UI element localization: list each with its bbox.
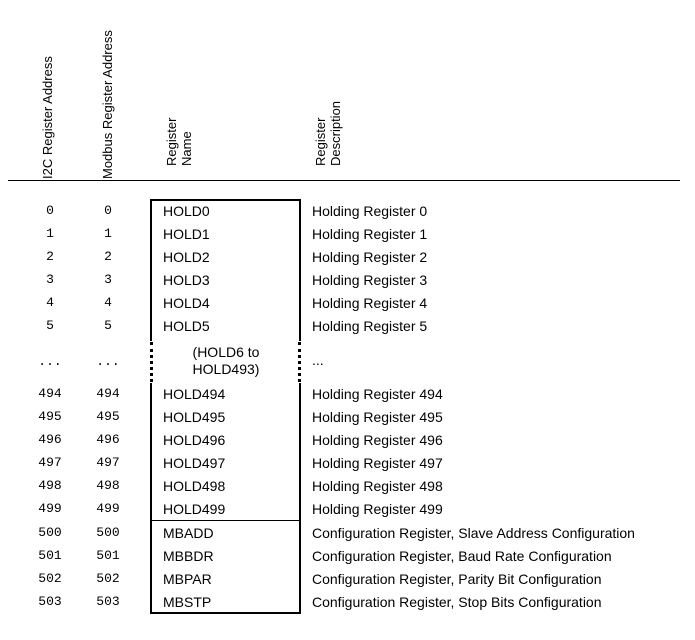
register-name: HOLD495 <box>163 409 226 425</box>
register-description: Holding Register 4 <box>312 295 428 311</box>
modbus-address: 501 <box>96 548 120 563</box>
header-register-description <box>313 101 343 166</box>
header-register-description-line1: Register <box>313 117 328 166</box>
i2c-address: 494 <box>38 386 62 401</box>
i2c-address: 5 <box>46 318 54 333</box>
register-name: HOLD5 <box>163 318 210 334</box>
register-description: Holding Register 0 <box>312 203 428 219</box>
modbus-address: 1 <box>104 226 112 241</box>
i2c-address: 500 <box>38 525 62 540</box>
header-divider <box>8 180 680 181</box>
i2c-address: 503 <box>38 594 62 609</box>
modbus-address: 2 <box>104 249 112 264</box>
register-description: Holding Register 5 <box>312 318 428 334</box>
modbus-address: 503 <box>96 594 120 609</box>
register-name: HOLD499 <box>163 501 226 517</box>
modbus-address: 3 <box>104 272 112 287</box>
register-box-right-upper <box>299 199 301 341</box>
modbus-address: 497 <box>96 455 120 470</box>
i2c-address: 498 <box>38 478 62 493</box>
register-name: HOLD3 <box>163 272 210 288</box>
register-name: HOLD1 <box>163 226 210 242</box>
i2c-address: 502 <box>38 571 62 586</box>
register-description: Holding Register 1 <box>312 226 428 242</box>
register-range-line1: (HOLD6 to <box>192 344 260 360</box>
modbus-address: 502 <box>96 571 120 586</box>
i2c-address: 496 <box>38 432 62 447</box>
register-box-bottom <box>150 612 301 614</box>
header-register-description-line2: Description <box>328 100 343 166</box>
register-range-line2: HOLD493) <box>192 361 260 377</box>
i2c-address: 1 <box>46 226 54 241</box>
modbus-address: 495 <box>96 409 120 424</box>
register-name: HOLD2 <box>163 249 210 265</box>
register-box-right-lower <box>299 383 301 614</box>
register-name: HOLD497 <box>163 455 226 471</box>
modbus-address: 4 <box>104 295 112 310</box>
modbus-address: 500 <box>96 525 120 540</box>
header-modbus-address-text: Modbus Register Address <box>100 30 115 179</box>
header-i2c-address <box>40 56 55 179</box>
modbus-address: 5 <box>104 318 112 333</box>
header-register-name <box>164 118 194 166</box>
i2c-address: 499 <box>38 501 62 516</box>
register-name: MBBDR <box>163 548 214 564</box>
register-description: Holding Register 494 <box>312 386 443 402</box>
modbus-address-ellipsis: ... <box>96 354 120 369</box>
i2c-address: 2 <box>46 249 54 264</box>
header-register-name-line1: Register <box>164 117 179 166</box>
register-description: Configuration Register, Baud Rate Configuration <box>312 548 612 564</box>
register-description: Holding Register 498 <box>312 478 443 494</box>
register-name: HOLD494 <box>163 386 226 402</box>
register-description: Configuration Register, Slave Address Configuration <box>312 525 635 541</box>
register-box-left-lower <box>150 383 152 614</box>
header-modbus-address <box>100 30 115 179</box>
i2c-address: 501 <box>38 548 62 563</box>
register-box-top <box>150 199 301 201</box>
header-i2c-address-text: I2C Register Address <box>40 56 55 179</box>
register-name: MBSTP <box>163 594 212 610</box>
register-name: HOLD4 <box>163 295 210 311</box>
register-name: HOLD0 <box>163 203 210 219</box>
register-name: HOLD498 <box>163 478 226 494</box>
register-description: Holding Register 496 <box>312 432 443 448</box>
i2c-address: 3 <box>46 272 54 287</box>
modbus-address: 494 <box>96 386 120 401</box>
header-register-name-line2: Name <box>179 131 194 166</box>
register-name: MBADD <box>163 525 214 541</box>
register-description: Configuration Register, Stop Bits Configuration <box>312 594 602 610</box>
register-description-ellipsis: ... <box>312 352 324 368</box>
register-description: Holding Register 495 <box>312 409 443 425</box>
register-description: Holding Register 3 <box>312 272 428 288</box>
i2c-address-ellipsis: ... <box>38 354 62 369</box>
register-name: HOLD496 <box>163 432 226 448</box>
register-description: Holding Register 497 <box>312 455 443 471</box>
register-description: Holding Register 2 <box>312 249 428 265</box>
modbus-address: 498 <box>96 478 120 493</box>
i2c-address: 497 <box>38 455 62 470</box>
register-name: MBPAR <box>163 571 212 587</box>
register-box-divider <box>151 520 300 521</box>
modbus-address: 499 <box>96 501 120 516</box>
modbus-address: 496 <box>96 432 120 447</box>
register-description: Holding Register 499 <box>312 501 443 517</box>
register-description: Configuration Register, Parity Bit Configuration <box>312 571 602 587</box>
register-box-left-upper <box>150 199 152 341</box>
i2c-address: 495 <box>38 409 62 424</box>
i2c-address: 0 <box>46 203 54 218</box>
i2c-address: 4 <box>46 295 54 310</box>
modbus-address: 0 <box>104 203 112 218</box>
